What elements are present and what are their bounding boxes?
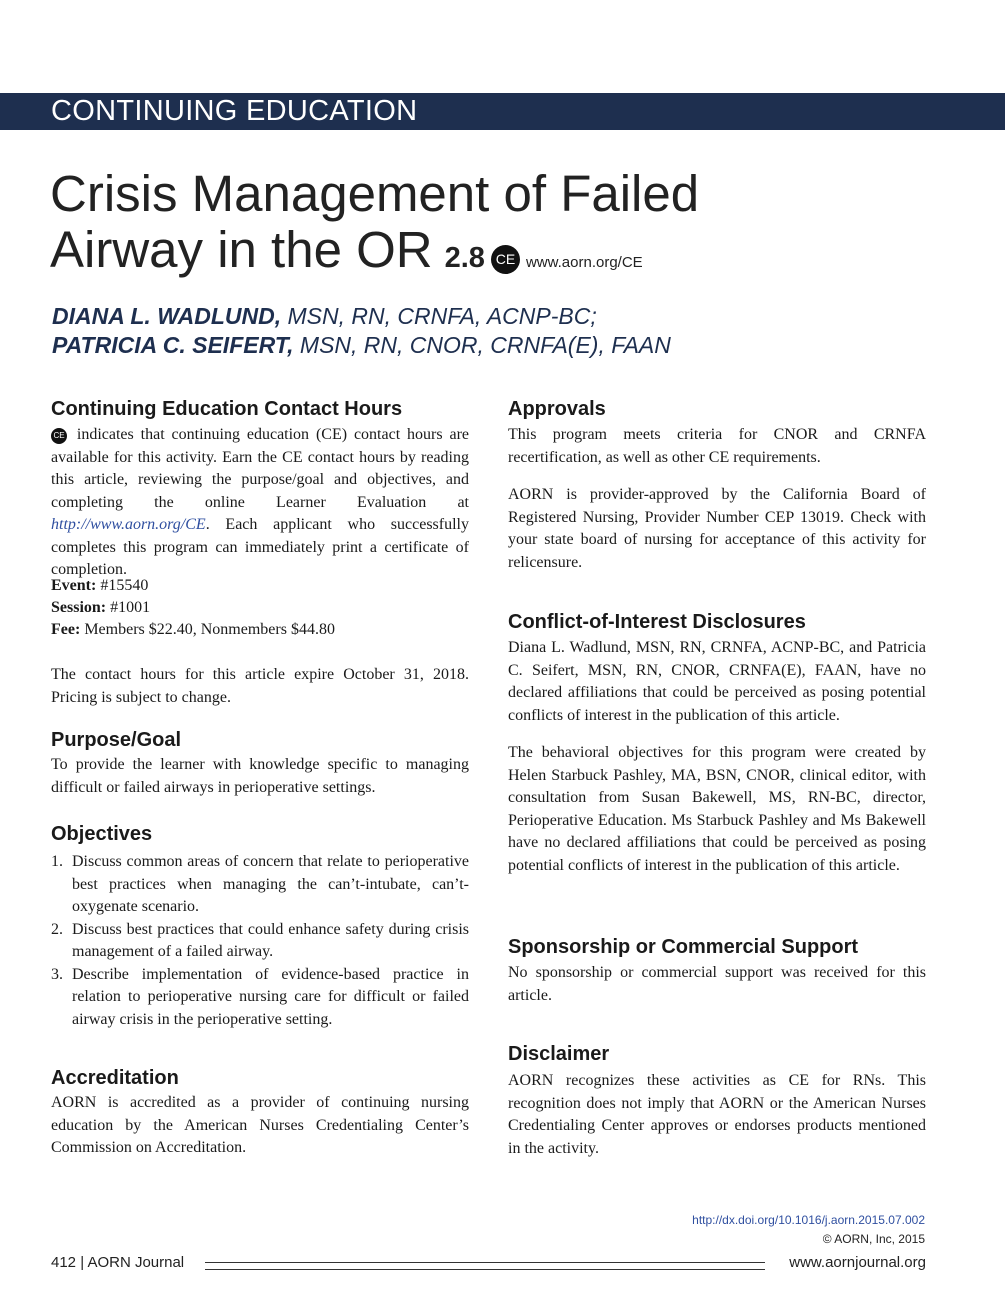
objective-text: Discuss best practices that could enhance safety during crisis management of a failed airway. — [72, 920, 469, 960]
session-value: #1001 — [106, 599, 151, 616]
contact-hours-body: indicates that continuing education (CE) contact hours are available for this activity. Earn the CE contact hours by reading this article, reviewing the purpose/goal and objectives, and completing the online Learner Evaluation at — [51, 426, 469, 511]
page-number: 412 — [51, 1254, 77, 1271]
approvals-heading: Approvals — [508, 398, 606, 420]
fee-label: Fee: — [51, 621, 81, 638]
conflict-heading: Conflict-of-Interest Disclosures — [508, 611, 806, 633]
article-title — [50, 166, 950, 291]
fee-value: Members $22.40, Nonmembers $44.80 — [80, 621, 335, 638]
footer-rule — [205, 1262, 765, 1270]
objective-number: 3. — [51, 965, 63, 983]
objective-number: 1. — [51, 853, 63, 870]
page-footer — [51, 1254, 926, 1274]
event-label: Event: — [51, 577, 97, 594]
list-item — [51, 964, 469, 1032]
conflict-text-2: The behavioral objectives for this program were created by Helen Starbuck Pashley, MA, BSN, CNOR, clinical editor, with consultation from Susan Bakewell, MS, RN-BC, director, Perioperative Education. Ms Starbuck Pashley and Ms Bakewell have no declared affiliations that could be perceived as posing potential conflicts of interest in the publication of this article. — [508, 744, 926, 874]
author-name: PATRICIA C. SEIFERT, — [52, 332, 294, 358]
learner-evaluation-link[interactable]: http://www.aorn.org/CE — [51, 516, 206, 533]
author-credentials: MSN, RN, CRNFA, ACNP-BC; — [281, 303, 597, 329]
objective-number: 2. — [51, 920, 63, 938]
session-label: Session: — [51, 599, 107, 616]
objective-text: Describe implementation of evidence-based practice in relation to perioperative nursing care for difficult or failed airway crisis in the perioperative setting. — [72, 965, 469, 1028]
disclaimer-text: AORN recognizes these activities as CE for RNs. This recognition does not imply that AORN or the American Nurses Credentialing Center approves or endorses products mentioned in the activity. — [508, 1072, 926, 1157]
objective-text: Discuss common areas of concern that relate to perioperative best practices when managing the can’t-intubate, can’t-oxygenate scenario. — [72, 853, 469, 915]
approvals-text-1: This program meets criteria for CNOR and CRNFA recertification, as well as other CE requirements. — [508, 426, 926, 466]
sponsorship-text: No sponsorship or commercial support was received for this article. — [508, 964, 926, 1004]
doi-link[interactable]: http://dx.doi.org/10.1016/j.aorn.2015.07.002 — [692, 1213, 925, 1227]
author-line — [52, 302, 671, 331]
disclaimer-heading: Disclaimer — [508, 1043, 610, 1065]
ce-badge-icon: CE — [51, 428, 67, 444]
author-line — [52, 331, 671, 360]
ce-url[interactable]: www.aorn.org/CE — [525, 254, 643, 271]
contact-hours-text — [51, 424, 469, 582]
accreditation-heading: Accreditation — [51, 1067, 179, 1089]
purpose-text: To provide the learner with knowledge specific to managing difficult or failed airways in perioperative settings. — [51, 756, 469, 796]
copyright: © AORN, Inc, 2015 — [822, 1232, 925, 1246]
contact-hours-heading: Continuing Education Contact Hours — [51, 398, 403, 420]
objectives-list — [51, 851, 469, 1031]
objectives-heading: Objectives — [51, 823, 153, 845]
journal-website[interactable]: www.aornjournal.org — [789, 1254, 926, 1271]
section-banner — [0, 93, 1005, 130]
title-line-1: Crisis Management of Failed — [50, 165, 700, 222]
title-line-2 — [50, 222, 950, 291]
accreditation-text: AORN is accredited as a provider of continuing nursing education by the American Nurses Credentialing Center’s Commission on Accreditation. — [51, 1094, 469, 1156]
list-item — [51, 851, 469, 919]
section-label: CONTINUING EDUCATION — [51, 95, 418, 127]
conflict-text-1: Diana L. Wadlund, MSN, RN, CRNFA, ACNP-BC, and Patricia C. Seifert, MSN, RN, CNOR, CRNFA(E), FAAN, have no declared affiliations that could be perceived as posing potential conflicts of interest in the publication of this article. — [508, 639, 926, 724]
approvals-text-2: AORN is provider-approved by the California Board of Registered Nursing, Provider Number CEP 13019. Check with your state board of nursing for acceptance of this activity for relicensure. — [508, 486, 926, 571]
purpose-heading: Purpose/Goal — [51, 729, 182, 751]
author-list — [52, 302, 671, 360]
event-value: #15540 — [96, 577, 149, 594]
footer-left — [51, 1254, 184, 1271]
footer-separator: | — [76, 1254, 88, 1271]
ce-badge-icon: CE — [491, 245, 520, 274]
expiry-text: The contact hours for this article expire October 31, 2018. Pricing is subject to change. — [51, 666, 469, 706]
sponsorship-heading: Sponsorship or Commercial Support — [508, 936, 859, 958]
ce-hours: 2.8 — [444, 242, 485, 274]
author-credentials: MSN, RN, CNOR, CRNFA(E), FAAN — [293, 332, 671, 358]
author-name: DIANA L. WADLUND, — [52, 303, 282, 329]
list-item — [51, 919, 469, 964]
title-line-2-text: Airway in the OR — [50, 221, 433, 278]
journal-name: AORN Journal — [87, 1254, 185, 1271]
event-details — [51, 575, 335, 641]
contact-hours-body-end: . Each applicant who successfully completes this program can immediately print a certificate of completion. — [51, 516, 469, 578]
